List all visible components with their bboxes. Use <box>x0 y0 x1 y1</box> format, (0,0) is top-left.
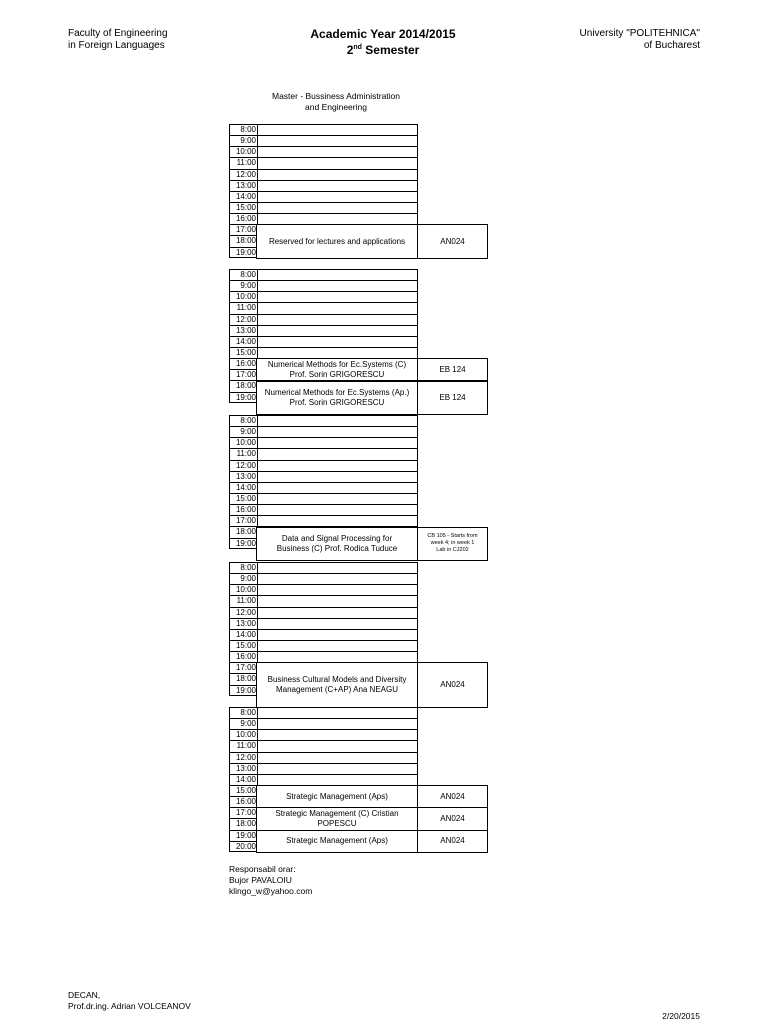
university-line-2: of Bucharest <box>643 40 700 51</box>
time-column <box>229 124 258 258</box>
room-text-line: EB 124 <box>439 392 466 402</box>
room-cell <box>417 830 488 853</box>
empty-slot <box>256 191 417 202</box>
empty-slot <box>256 584 417 595</box>
empty-slot <box>256 415 417 426</box>
time-slot: 8:00 <box>230 124 257 135</box>
responsible-name: Bujor PAVALOIU <box>229 875 292 885</box>
program-line-2: and Engineering <box>305 102 367 112</box>
time-slot: 18:00 <box>230 380 257 391</box>
time-slot: 12:00 <box>230 752 257 763</box>
course-cell <box>256 662 418 708</box>
time-slot: 14:00 <box>230 336 257 347</box>
course-text-line: Strategic Management (Aps) <box>286 836 388 846</box>
empty-slot <box>256 448 417 459</box>
room-text-line: AN024 <box>440 813 465 823</box>
room-text-line: CB 105 - Starts from <box>427 533 478 540</box>
course-cell <box>256 785 418 808</box>
time-slot: 16:00 <box>230 504 257 515</box>
time-slot: 13:00 <box>230 325 257 336</box>
time-slot: 17:00 <box>230 807 257 818</box>
time-slot: 9:00 <box>230 573 257 584</box>
time-slot: 16:00 <box>230 213 257 224</box>
room-cell <box>417 527 488 561</box>
course-text-line: Reserved for lectures and applications <box>268 236 406 246</box>
empty-slot <box>256 504 417 515</box>
time-slot: 8:00 <box>230 562 257 573</box>
empty-slot <box>256 157 417 168</box>
empty-slot <box>256 640 417 651</box>
empty-slot <box>256 280 417 291</box>
room-cell <box>417 785 488 808</box>
course-text-line: POPESCU <box>317 818 357 828</box>
course-cell <box>256 527 418 561</box>
time-column <box>229 415 258 549</box>
empty-slot <box>256 314 417 325</box>
time-slot: 19:00 <box>230 392 257 403</box>
time-slot: 18:00 <box>230 673 257 684</box>
program-title <box>236 91 436 113</box>
course-text-line: Prof. Sorin GRIGORESCU <box>289 369 385 379</box>
empty-slot <box>256 169 417 180</box>
time-slot: 8:00 <box>230 707 257 718</box>
course-text-line: Prof. Sorin GRIGORESCU <box>289 397 385 407</box>
dean-signature <box>68 990 191 1012</box>
time-slot: 20:00 <box>230 841 257 852</box>
room-text-line: AN024 <box>440 236 465 246</box>
empty-slot <box>256 302 417 313</box>
room-cell <box>417 662 488 708</box>
time-slot: 12:00 <box>230 314 257 325</box>
time-slot: 11:00 <box>230 448 257 459</box>
empty-slot <box>256 325 417 336</box>
time-slot: 10:00 <box>230 291 257 302</box>
room-text-line: EB 124 <box>439 364 466 374</box>
time-slot: 9:00 <box>230 280 257 291</box>
empty-slot <box>256 202 417 213</box>
time-slot: 19:00 <box>230 538 257 549</box>
time-slot: 13:00 <box>230 180 257 191</box>
page-title <box>283 27 483 57</box>
empty-slot <box>256 291 417 302</box>
empty-slot <box>256 763 417 774</box>
empty-slot <box>256 573 417 584</box>
document-date: 2/20/2015 <box>662 1011 700 1021</box>
empty-slot <box>256 347 417 358</box>
time-slot: 9:00 <box>230 718 257 729</box>
time-column <box>229 269 258 403</box>
empty-slot <box>256 515 417 526</box>
time-slot: 12:00 <box>230 607 257 618</box>
time-slot: 16:00 <box>230 651 257 662</box>
course-text-line: Business (C) Prof. Rodica Tuduce <box>276 543 398 553</box>
time-slot: 8:00 <box>230 269 257 280</box>
time-slot: 11:00 <box>230 157 257 168</box>
title-year: Academic Year 2014/2015 <box>310 27 456 41</box>
time-column <box>229 562 258 696</box>
faculty-name <box>68 28 168 52</box>
time-slot: 17:00 <box>230 369 257 380</box>
empty-slot <box>256 595 417 606</box>
time-slot: 15:00 <box>230 493 257 504</box>
time-slot: 14:00 <box>230 191 257 202</box>
dean-label: DECAN, <box>68 990 101 1000</box>
time-slot: 13:00 <box>230 618 257 629</box>
time-slot: 12:00 <box>230 460 257 471</box>
room-cell <box>417 381 488 415</box>
course-text-line: Business Cultural Models and Diversity <box>267 675 407 685</box>
time-slot: 12:00 <box>230 169 257 180</box>
room-text-line: AN024 <box>440 680 465 690</box>
room-cell <box>417 224 488 258</box>
empty-slot <box>256 607 417 618</box>
course-text-line: Strategic Management (Aps) <box>286 791 388 801</box>
time-slot: 13:00 <box>230 471 257 482</box>
time-column <box>229 707 258 852</box>
time-slot: 18:00 <box>230 526 257 537</box>
time-slot: 15:00 <box>230 785 257 796</box>
empty-slot <box>256 471 417 482</box>
title-semester: 2nd Semester <box>346 43 420 57</box>
empty-slot <box>256 493 417 504</box>
empty-slot <box>256 629 417 640</box>
room-text-line: week 4; in week 1 <box>430 540 475 547</box>
empty-slot <box>256 562 417 573</box>
time-slot: 11:00 <box>230 302 257 313</box>
course-cell <box>256 381 418 415</box>
faculty-line-2: in Foreign Languages <box>68 40 165 51</box>
responsible-email: klingo_w@yahoo.com <box>229 886 313 896</box>
empty-slot <box>256 269 417 280</box>
empty-slot <box>256 774 417 785</box>
time-slot: 17:00 <box>230 515 257 526</box>
time-slot: 18:00 <box>230 818 257 829</box>
faculty-line-1: Faculty of Engineering <box>68 28 168 39</box>
course-cell <box>256 224 418 258</box>
time-slot: 14:00 <box>230 629 257 640</box>
empty-slot <box>256 618 417 629</box>
time-slot: 9:00 <box>230 426 257 437</box>
empty-slot <box>256 437 417 448</box>
time-slot: 15:00 <box>230 640 257 651</box>
time-slot: 19:00 <box>230 830 257 841</box>
university-name <box>580 28 700 52</box>
empty-slot <box>256 482 417 493</box>
time-slot: 16:00 <box>230 358 257 369</box>
empty-slot <box>256 740 417 751</box>
room-text-line: Lab in CJ202 <box>436 547 469 554</box>
empty-slot <box>256 729 417 740</box>
time-slot: 14:00 <box>230 774 257 785</box>
time-slot: 11:00 <box>230 740 257 751</box>
course-text-line: Numerical Methods for Ec.Systems (Ap.) <box>264 387 410 397</box>
empty-slot <box>256 460 417 471</box>
empty-slot <box>256 718 417 729</box>
empty-slot <box>256 135 417 146</box>
time-slot: 14:00 <box>230 482 257 493</box>
course-cell <box>256 358 418 381</box>
room-cell <box>417 358 488 381</box>
time-slot: 8:00 <box>230 415 257 426</box>
time-slot: 18:00 <box>230 235 257 246</box>
time-slot: 10:00 <box>230 584 257 595</box>
time-slot: 10:00 <box>230 729 257 740</box>
course-cell <box>256 807 418 830</box>
time-slot: 15:00 <box>230 347 257 358</box>
time-slot: 19:00 <box>230 247 257 258</box>
time-slot: 17:00 <box>230 224 257 235</box>
time-slot: 19:00 <box>230 685 257 696</box>
empty-slot <box>256 752 417 763</box>
course-text-line: Data and Signal Processing for <box>281 533 393 543</box>
room-text-line: AN024 <box>440 836 465 846</box>
course-text-line: Management (C+AP) Ana NEAGU <box>275 685 399 695</box>
time-slot: 13:00 <box>230 763 257 774</box>
empty-slot <box>256 426 417 437</box>
empty-slot <box>256 651 417 662</box>
university-line-1: University "POLITEHNICA" <box>579 28 700 39</box>
course-text-line: Strategic Management (C) Cristian <box>275 808 399 818</box>
time-slot: 10:00 <box>230 437 257 448</box>
empty-slot <box>256 213 417 224</box>
time-slot: 15:00 <box>230 202 257 213</box>
empty-slot <box>256 336 417 347</box>
empty-slot <box>256 146 417 157</box>
empty-slot <box>256 707 417 718</box>
empty-slot <box>256 180 417 191</box>
course-cell <box>256 830 418 853</box>
room-text-line: AN024 <box>440 791 465 801</box>
time-slot: 9:00 <box>230 135 257 146</box>
program-line-1: Master - Bussiness Administration <box>271 91 401 101</box>
time-slot: 16:00 <box>230 796 257 807</box>
dean-name: Prof.dr.ing. Adrian VOLCEANOV <box>68 1001 191 1011</box>
time-slot: 17:00 <box>230 662 257 673</box>
empty-slot <box>256 124 417 135</box>
schedule-responsible <box>229 864 312 897</box>
time-slot: 10:00 <box>230 146 257 157</box>
course-text-line: Numerical Methods for Ec.Systems (C) <box>267 359 407 369</box>
time-slot: 11:00 <box>230 595 257 606</box>
responsible-label: Responsabil orar: <box>229 864 296 874</box>
room-cell <box>417 807 488 830</box>
